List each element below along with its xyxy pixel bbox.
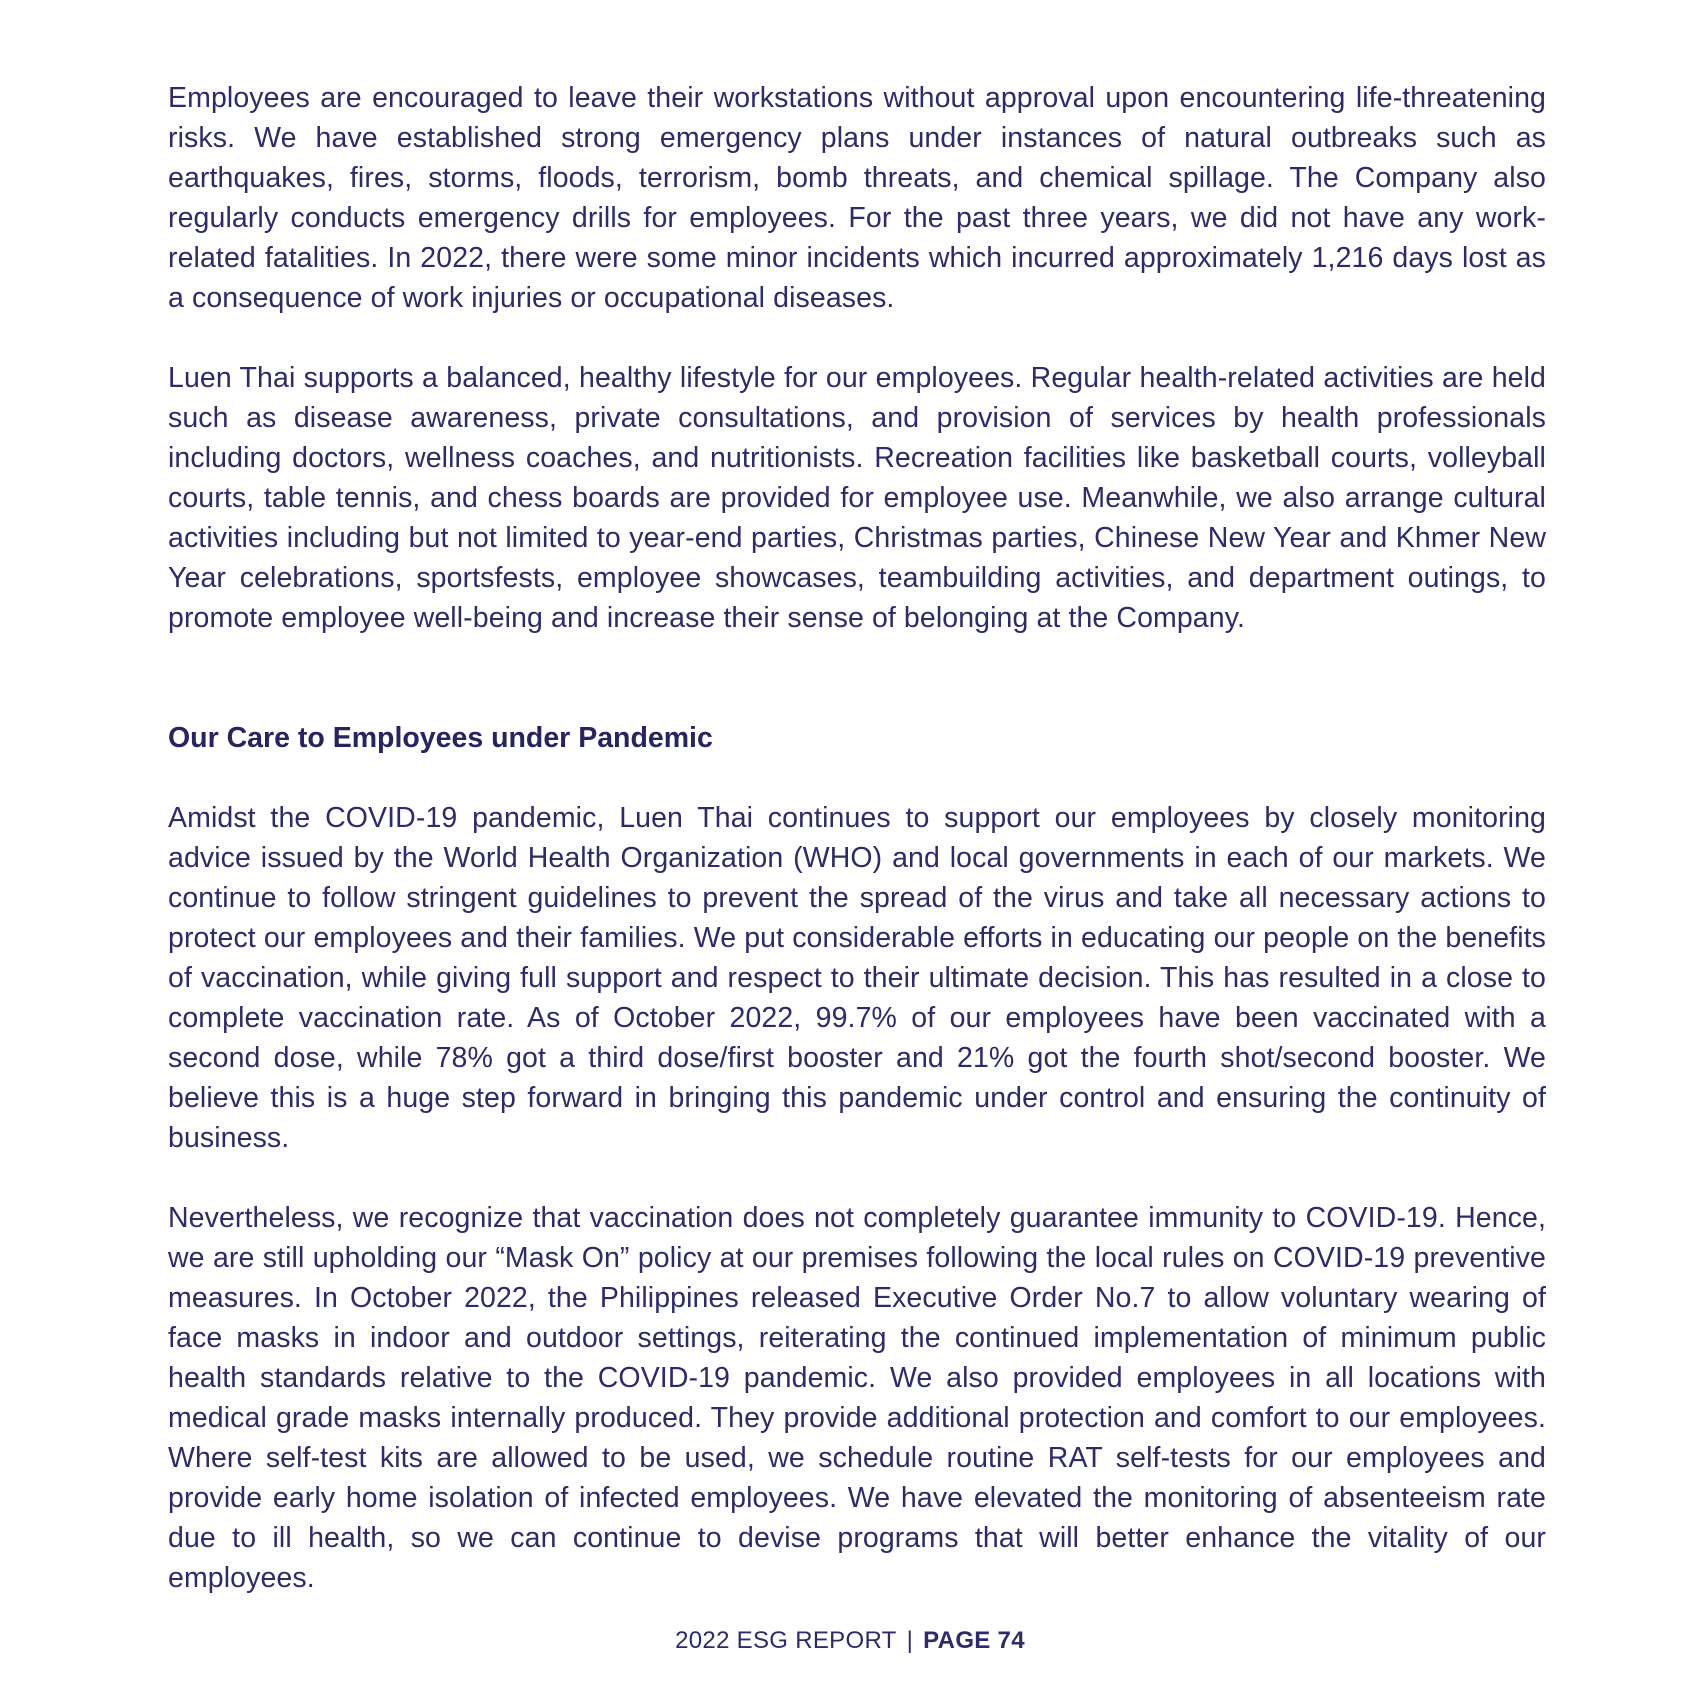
footer-report-title: 2022 ESG REPORT bbox=[675, 1627, 897, 1654]
page-footer bbox=[0, 1624, 1700, 1658]
section-heading: Our Care to Employees under Pandemic bbox=[168, 722, 713, 754]
footer-page-number: PAGE 74 bbox=[923, 1627, 1025, 1654]
document-page bbox=[168, 78, 1546, 1598]
paragraph-mask-policy: Nevertheless, we recognize that vaccination does not completely guarantee immunity to COVID-19. Hence, we are still upholding our “Mask On” policy at our premises following the local rules on COVID-19 preventive measures. In October 2022, the Philippines released Executive Order No.7 to allow voluntary wearing of face masks in indoor and outdoor settings, reiterating the continued implementation of minimum public health standards relative to the COVID-19 pandemic. We also provided employees in all locations with medical grade masks internally produced. They provide additional protection and comfort to our employees. Where self-test kits are allowed to be used, we schedule routine RAT self-tests for our employees and provide early home isolation of infected employees. We have elevated the monitoring of absenteeism rate due to ill health, so we can continue to devise programs that will better enhance the vitality of our employees. bbox=[168, 1202, 1546, 1594]
paragraph-emergency-safety: Employees are encouraged to leave their workstations without approval upon encountering life-threatening risks. We have established strong emergency plans under instances of natural outbreaks such as earthquakes, fires, storms, floods, terrorism, bomb threats, and chemical spillage. The Company also regularly conducts emergency drills for employees. For the past three years, we did not have any work-related fatalities. In 2022, there were some minor incidents which incurred approximately 1,216 days lost as a consequence of work injuries or occupational diseases. bbox=[168, 82, 1546, 314]
paragraph-covid-support: Amidst the COVID-19 pandemic, Luen Thai continues to support our employees by closely monitoring advice issued by the World Health Organization (WHO) and local governments in each of our markets. We continue to follow stringent guidelines to prevent the spread of the virus and take all necessary actions to protect our employees and their families. We put considerable efforts in educating our people on the benefits of vaccination, while giving full support and respect to their ultimate decision. This has resulted in a close to complete vaccination rate. As of October 2022, 99.7% of our employees have been vaccinated with a second dose, while 78% got a third dose/first booster and 21% got the fourth shot/second booster. We believe this is a huge step forward in bringing this pandemic under control and ensuring the continuity of business. bbox=[168, 802, 1546, 1154]
footer-separator: | bbox=[906, 1627, 914, 1654]
paragraph-healthy-lifestyle: Luen Thai supports a balanced, healthy lifestyle for our employees. Regular health-related activities are held such as disease awareness, private consultations, and provision of services by health professionals including doctors, wellness coaches, and nutritionists. Recreation facilities like basketball courts, volleyball courts, table tennis, and chess boards are provided for employee use. Meanwhile, we also arrange cultural activities including but not limited to year-end parties, Christmas parties, Chinese New Year and Khmer New Year celebrations, sportsfests, employee showcases, teambuilding activities, and department outings, to promote employee well-being and increase their sense of belonging at the Company. bbox=[168, 362, 1546, 634]
